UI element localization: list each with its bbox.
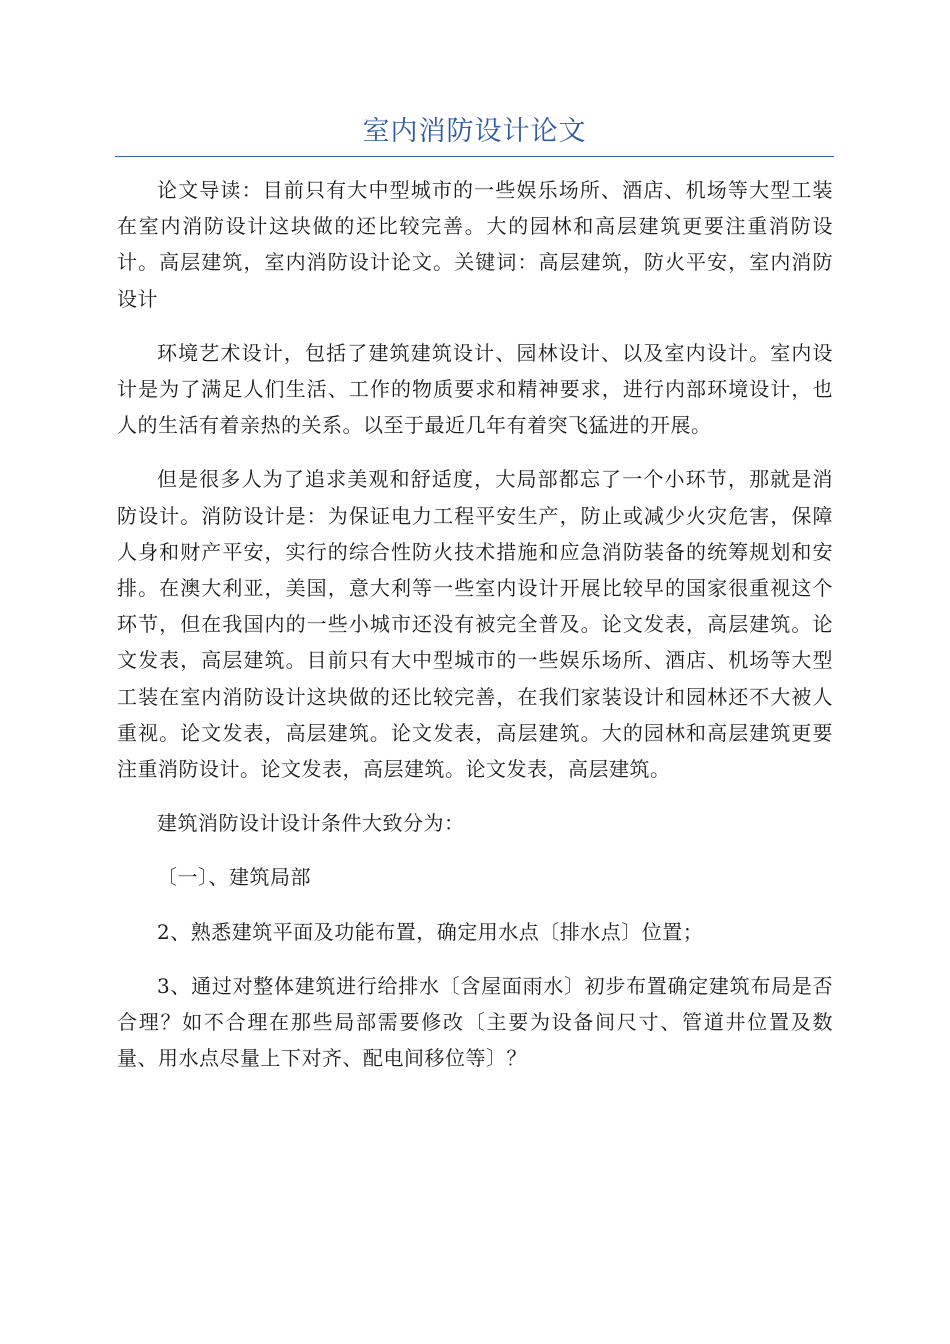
paragraph-item-2: 2、熟悉建筑平面及功能布置，确定用水点〔排水点〕位置； bbox=[157, 919, 704, 944]
paragraph-section-one: 〔一〕、建筑局部 bbox=[157, 865, 311, 890]
paragraph-intro: 环境艺术设计，包括了建筑建筑设计、园林设计、以及室内设计。室内设计是为了满足人们生活、工作的物质要求和精神要求，进行内部环境设计，也人的生活有着亲热的关系。以至于最近几年有着突飞猛进的开展。 bbox=[117, 340, 833, 438]
paragraph-abstract: 论文导读：目前只有大中型城市的一些娱乐场所、酒店、机场等大型工装在室内消防设计这块做的还比较完善。大的园林和高层建筑更要注重消防设计。高层建筑，室内消防设计论文。关键词：高层建筑，防火平安，室内消防设计 bbox=[117, 178, 833, 311]
title-block bbox=[115, 112, 834, 157]
paragraph-item-3: 3、通过对整体建筑进行给排水〔含屋面雨水〕初步布置确定建筑布局是否合理？如不合理在那些局部需要修改〔主要为设备间尺寸、管道井位置及数量、用水点尽量上下对齐、配电间移位等〕？ bbox=[117, 973, 833, 1071]
document-body bbox=[117, 172, 833, 1094]
document-title: 室内消防设计论文 bbox=[362, 116, 587, 147]
paragraph-conditions: 建筑消防设计设计条件大致分为： bbox=[157, 811, 465, 836]
paragraph-fire-design: 但是很多人为了追求美观和舒适度，大局部都忘了一个小环节，那就是消防设计。消防设计是：为保证电力工程平安生产，防止或减少火灾危害，保障人身和财产平安，实行的综合性防火技术措施和应急消防装备的统筹规划和安排。在澳大利亚，美国，意大利等一些室内设计开展比较早的国家很重视这个环节，但在我国内的一些小城市还没有被完全普及。论文发表，高层建筑。论文发表，高层建筑。目前只有大中型城市的一些娱乐场所、酒店、机场等大型工装在室内消防设计这块做的还比较完善，在我们家装设计和园林还不大被人重视。论文发表，高层建筑。论文发表，高层建筑。大的园林和高层建筑更要注重消防设计。论文发表，高层建筑。论文发表，高层建筑。 bbox=[117, 467, 833, 782]
